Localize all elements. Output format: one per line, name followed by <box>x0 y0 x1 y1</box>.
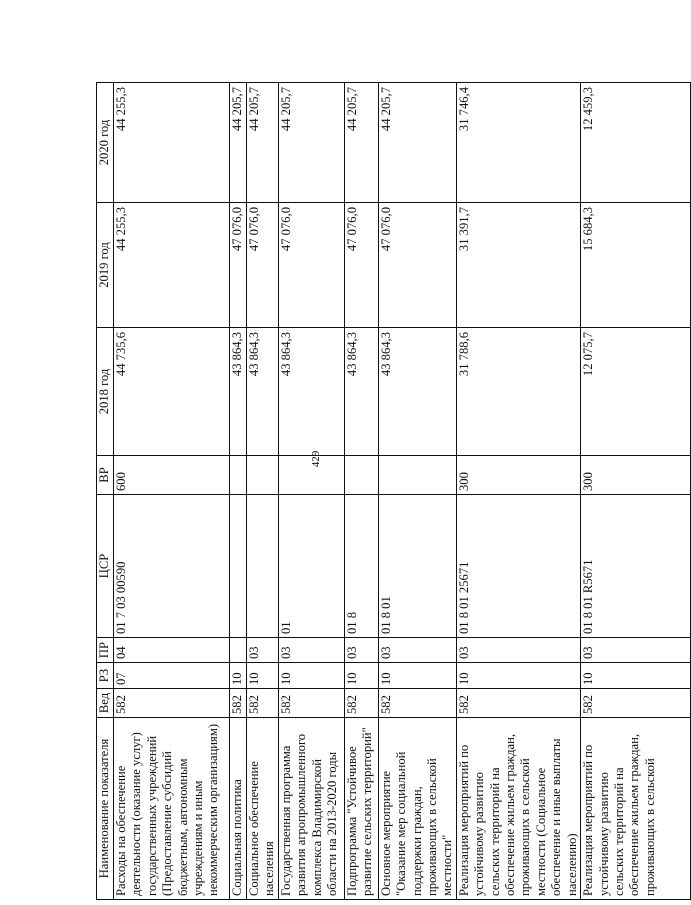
cell-rz: 07 <box>114 663 230 689</box>
cell-pr: 03 <box>247 638 279 663</box>
header-ved: Вед <box>97 689 114 718</box>
cell-name: Подпрограмма "Устойчивое развитие сельских территорий" <box>344 718 378 900</box>
header-rz: РЗ <box>97 663 114 689</box>
cell-ved: 582 <box>344 689 378 718</box>
cell-vr: 600 <box>114 456 230 495</box>
cell-pr <box>230 638 247 663</box>
table-row <box>278 83 344 900</box>
cell-ved: 582 <box>230 689 247 718</box>
header-vr: ВР <box>97 456 114 495</box>
table-row <box>230 83 247 900</box>
cell-2019: 47 076,0 <box>278 203 344 328</box>
cell-pr: 03 <box>278 638 344 663</box>
table-row <box>456 83 580 900</box>
cell-vr <box>247 456 279 495</box>
cell-csr <box>247 495 279 638</box>
cell-pr: 03 <box>378 638 456 663</box>
cell-rz: 10 <box>581 663 691 689</box>
cell-pr: 04 <box>114 638 230 663</box>
header-2019: 2019 год <box>97 203 114 328</box>
cell-ved: 582 <box>278 689 344 718</box>
cell-name: Реализация мероприятий по устойчивому развитию сельских территорий на обеспечение жильем граждан, проживающих в сельской <box>581 718 691 900</box>
table-row <box>114 83 230 900</box>
cell-rz: 10 <box>344 663 378 689</box>
cell-rz: 10 <box>278 663 344 689</box>
cell-2020: 44 205,7 <box>378 83 456 203</box>
cell-csr: 01 8 01 25671 <box>456 495 580 638</box>
cell-2019: 31 391,7 <box>456 203 580 328</box>
cell-name: Расходы на обеспечение деятельности (оказание услуг) государственных учреждений (Предоставление субсидий бюджетным, автономным учреждениям и иным некоммерческим организациям) <box>114 718 230 900</box>
cell-2018: 12 075,7 <box>581 328 691 456</box>
cell-rz: 10 <box>378 663 456 689</box>
table-row <box>344 83 378 900</box>
header-2020: 2020 год <box>97 83 114 203</box>
cell-ved: 582 <box>378 689 456 718</box>
table-row <box>581 83 691 900</box>
cell-csr: 01 8 01 <box>378 495 456 638</box>
cell-rz: 10 <box>247 663 279 689</box>
cell-csr: 01 7 03 00590 <box>114 495 230 638</box>
cell-2019: 47 076,0 <box>378 203 456 328</box>
rotated-page-content <box>96 83 657 900</box>
cell-rz: 10 <box>230 663 247 689</box>
header-csr: ЦСР <box>97 495 114 638</box>
cell-2020: 44 205,7 <box>230 83 247 203</box>
header-name: Наименование показателя <box>97 718 114 900</box>
cell-ved: 582 <box>456 689 580 718</box>
cell-2019: 47 076,0 <box>230 203 247 328</box>
cell-ved: 582 <box>247 689 279 718</box>
cell-vr <box>278 456 344 495</box>
cell-csr: 01 8 01 R5671 <box>581 495 691 638</box>
cell-csr <box>230 495 247 638</box>
cell-name: Социальная политика <box>230 718 247 900</box>
cell-vr <box>378 456 456 495</box>
cell-vr <box>230 456 247 495</box>
cell-2019: 47 076,0 <box>247 203 279 328</box>
cell-2019: 15 684,3 <box>581 203 691 328</box>
cell-2018: 44 735,6 <box>114 328 230 456</box>
table-row <box>378 83 456 900</box>
cell-pr: 03 <box>456 638 580 663</box>
cell-name: Социальное обеспечение населения <box>247 718 279 900</box>
cell-2019: 44 255,3 <box>114 203 230 328</box>
cell-2018: 43 864,3 <box>230 328 247 456</box>
cell-name: Реализация мероприятий по устойчивому развитию сельских территорий на обеспечение жильем граждан, проживающих в сельской местности (Социальное обеспечение и иные выплаты населению) <box>456 718 580 900</box>
table-header-row <box>97 83 114 900</box>
cell-2020: 31 746,4 <box>456 83 580 203</box>
budget-table <box>96 82 691 900</box>
cell-2020: 44 205,7 <box>247 83 279 203</box>
cell-rz: 10 <box>456 663 580 689</box>
cell-2018: 43 864,3 <box>247 328 279 456</box>
cell-2018: 43 864,3 <box>278 328 344 456</box>
cell-2020: 44 205,7 <box>344 83 378 203</box>
cell-2020: 12 459,3 <box>581 83 691 203</box>
cell-pr: 03 <box>344 638 378 663</box>
cell-ved: 582 <box>114 689 230 718</box>
cell-vr: 300 <box>456 456 580 495</box>
cell-2019: 47 076,0 <box>344 203 378 328</box>
cell-2018: 31 788,6 <box>456 328 580 456</box>
cell-pr: 03 <box>581 638 691 663</box>
table-row <box>247 83 279 900</box>
cell-csr: 01 8 <box>344 495 378 638</box>
cell-2018: 43 864,3 <box>344 328 378 456</box>
cell-name: Основное мероприятие "Оказание мер социальной поддержки граждан, проживающих в сельской местности" <box>378 718 456 900</box>
header-pr: ПР <box>97 638 114 663</box>
cell-ved: 582 <box>581 689 691 718</box>
page-number: 429 <box>310 450 322 468</box>
header-2018: 2018 год <box>97 328 114 456</box>
cell-name: Государственная программа развития агропромышленного комплекса Владимирской области на 2013-2020 годы <box>278 718 344 900</box>
cell-2020: 44 205,7 <box>278 83 344 203</box>
cell-vr: 300 <box>581 456 691 495</box>
cell-2020: 44 255,3 <box>114 83 230 203</box>
cell-vr <box>344 456 378 495</box>
cell-2018: 43 864,3 <box>378 328 456 456</box>
cell-csr: 01 <box>278 495 344 638</box>
